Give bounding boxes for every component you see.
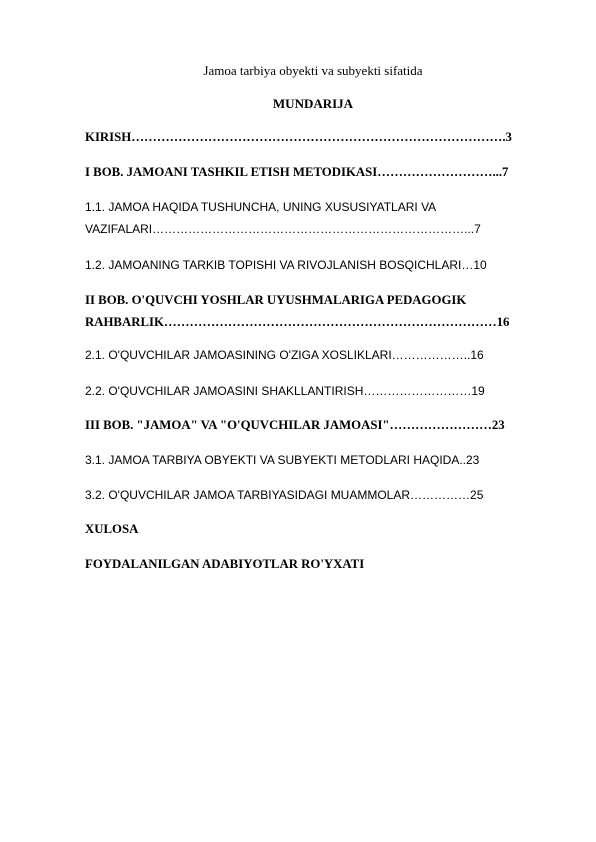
toc-entry-line: III BOB. "JAMOA" VA "O'QUVCHILAR JAMOASI"……………………23 [85, 418, 505, 432]
toc-entry-line: RAHBARLIK……………………………………………………………………16 [85, 315, 510, 329]
toc-entry-line: I BOB. JAMOANI TASHKIL ETISH METODIKASI………………………...7 [85, 165, 509, 179]
toc-entry-line: II BOB. O'QUVCHI YOSHLAR UYUSHMALARIGA PEDAGOGIK [85, 293, 467, 307]
toc-entry-section-3-2 [85, 486, 555, 504]
toc-entry-section-1-1 [85, 198, 555, 238]
toc-entry-kirish [85, 128, 555, 146]
toc-entry-line: 2.2. O'QUVCHILAR JAMOASINI SHAKLLANTIRISH………………………19 [85, 384, 485, 398]
toc-entry-section-2-2 [85, 382, 555, 400]
toc-entry-section-2-1 [85, 346, 555, 364]
toc-entry-line: 2.1. O'QUVCHILAR JAMOASINING O'ZIGA XOSLIKLARI………………..16 [85, 348, 484, 362]
toc-entry-section-3-1 [85, 451, 555, 469]
toc-entry-conclusion [85, 520, 555, 538]
toc-entry-line: 1.2. JAMOANING TARKIB TOPISHI VA RIVOJLANISH BOSQICHLARI…10 [85, 258, 487, 272]
toc-entry-line: VAZIFALARI……………………………………………………………………...7 [85, 222, 481, 236]
toc-entry-line: 3.1. JAMOA TARBIYA OBYEKTI VA SUBYEKTI METODLARI HAQIDA..23 [85, 453, 480, 467]
toc-entry-line: 3.2. O'QUVCHILAR JAMOA TARBIYASIDAGI MUAMMOLAR……………25 [85, 488, 484, 502]
toc-entry-line: 1.1. JAMOA HAQIDA TUSHUNCHA, UNING XUSUSIYATLARI VA [85, 200, 437, 214]
toc-entry-chapter-1 [85, 163, 555, 181]
toc-entry-line: KIRISH…………………………………………………………………………….3 [85, 130, 512, 144]
toc-entry-chapter-3 [85, 416, 555, 434]
document-title: Jamoa tarbiya obyekti va subyekti sifatida [203, 63, 423, 78]
toc-entry-line: FOYDALANILGAN ADABIYOTLAR RO'YXATI [85, 557, 365, 571]
toc-entry-chapter-2 [85, 291, 555, 331]
toc-entry-section-1-2 [85, 256, 555, 274]
toc-heading: MUNDARIJA [272, 96, 354, 111]
toc-entry-references [85, 555, 555, 573]
toc-entry-line: XULOSA [85, 522, 139, 536]
